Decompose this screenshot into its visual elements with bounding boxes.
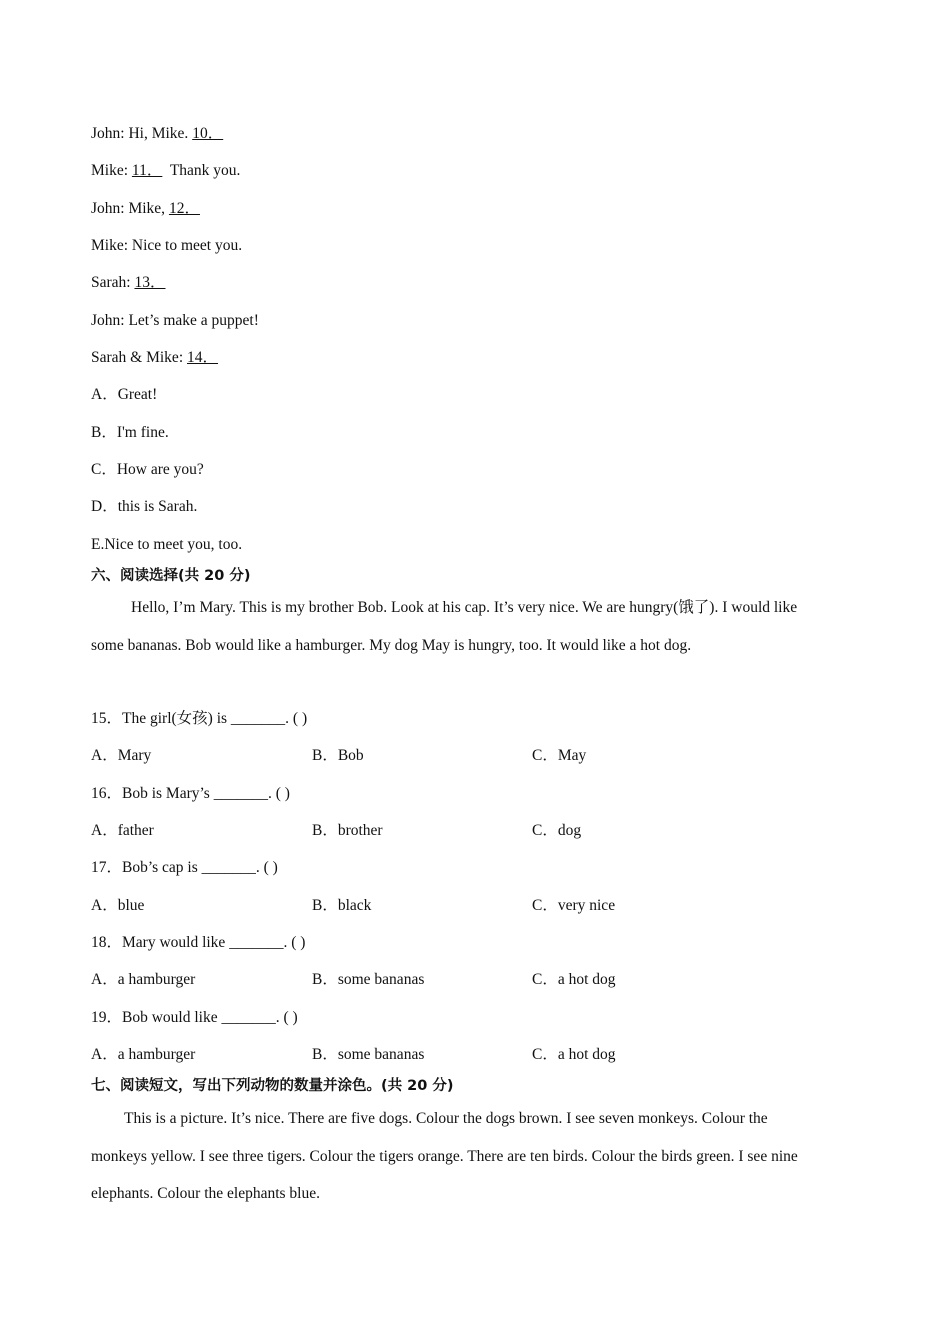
- dialogue-text: Thank you.: [162, 162, 241, 179]
- option-c[interactable]: C．a hot dog: [532, 971, 616, 988]
- dialogue-option: D．this is Sarah.: [91, 498, 198, 515]
- dialogue-line: [91, 199, 200, 219]
- question-stem: 17．Bob’s cap is _______. ( ): [91, 859, 278, 876]
- dialogue-text: John: Mike,: [91, 200, 169, 217]
- dialogue-line: [91, 124, 223, 144]
- option-a[interactable]: A．Mary: [91, 747, 152, 764]
- question-stem: 16．Bob is Mary’s _______. ( ): [91, 785, 290, 802]
- dialogue-text: John: Hi, Mike.: [91, 125, 193, 142]
- option-b[interactable]: B．black: [312, 897, 372, 914]
- dialogue-text: Mike:: [91, 162, 132, 179]
- option-b[interactable]: B．Bob: [312, 747, 364, 764]
- option-a[interactable]: A．father: [91, 822, 154, 839]
- reading-passage: Hello, I’m Mary. This is my brother Bob. Look at his cap. It’s very nice. We are hungry(饿了). I would like some bananas. Bob would like a hamburger. My dog May is hungry, too. It would like a hot dog.: [91, 599, 798, 654]
- answer-blank[interactable]: 13．: [134, 274, 166, 291]
- section-heading: 六、阅读选择(共 20 分): [91, 568, 251, 584]
- option-a[interactable]: A．a hamburger: [91, 971, 196, 988]
- option-c[interactable]: C．dog: [532, 822, 582, 839]
- answer-blank[interactable]: 14．: [187, 349, 219, 366]
- dialogue-text: John: Let’s make a puppet!: [91, 312, 259, 329]
- dialogue-line: [91, 236, 242, 256]
- dialogue-option: E.Nice to meet you, too.: [91, 536, 243, 553]
- dialogue-text: Sarah & Mike:: [91, 349, 187, 366]
- option-c[interactable]: C．May: [532, 747, 587, 764]
- option-c[interactable]: C．very nice: [532, 897, 616, 914]
- option-a[interactable]: A．a hamburger: [91, 1046, 196, 1063]
- dialogue-option: A．Great!: [91, 386, 158, 403]
- option-b[interactable]: B．some bananas: [312, 971, 425, 988]
- option-b[interactable]: B．brother: [312, 822, 383, 839]
- answer-blank[interactable]: 10．: [192, 125, 224, 142]
- option-b[interactable]: B．some bananas: [312, 1046, 425, 1063]
- dialogue-line: [91, 348, 218, 368]
- option-a[interactable]: A．blue: [91, 897, 145, 914]
- question-stem: 15．The girl(女孩) is _______. ( ): [91, 710, 308, 727]
- answer-blank[interactable]: 12．: [168, 200, 200, 217]
- question-stem: 18．Mary would like _______. ( ): [91, 934, 306, 951]
- dialogue-line: [91, 311, 259, 331]
- dialogue-option: C．How are you?: [91, 461, 204, 478]
- dialogue-text: Mike: Nice to meet you.: [91, 237, 243, 254]
- dialogue-text: Sarah:: [91, 274, 135, 291]
- question-stem: 19．Bob would like _______. ( ): [91, 1009, 298, 1026]
- section-heading: 七、阅读短文，写出下列动物的数量并涂色。(共 20 分): [91, 1078, 454, 1094]
- dialogue-line: [91, 161, 240, 181]
- dialogue-option: B．I'm fine.: [91, 424, 169, 441]
- option-c[interactable]: C．a hot dog: [532, 1046, 616, 1063]
- reading-passage: This is a picture. It’s nice. There are five dogs. Colour the dogs brown. I see seven monkeys. Colour the monkeys yellow. I see three tigers. Colour the tigers orange. There are ten birds. Colour the birds green. I see nine elephants. Colour the elephants blue.: [91, 1110, 798, 1202]
- dialogue-line: [91, 273, 166, 293]
- answer-blank[interactable]: 11．: [131, 162, 163, 179]
